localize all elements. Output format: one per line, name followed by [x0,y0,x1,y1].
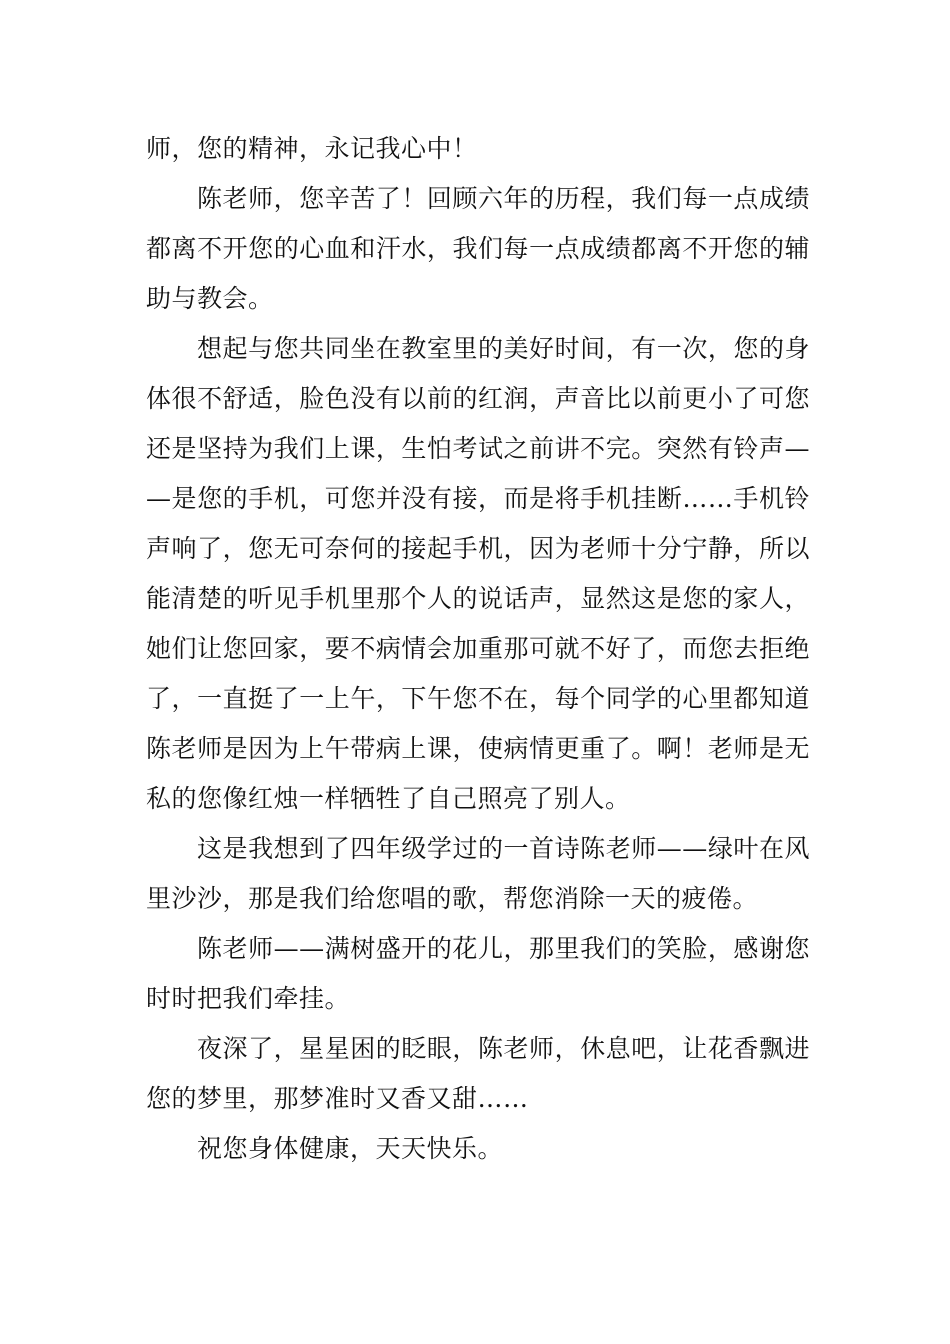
paragraph-wishes: 祝您身体健康，天天快乐。 [197,1134,504,1163]
paragraph-night: 夜深了，星星困的眨眼，陈老师，休息吧，让花香飘进您的梦里，那梦准时又香又甜…… [146,1034,810,1113]
letter-body [146,124,810,1174]
paragraph-poem-flowers: 陈老师——满树盛开的花儿，那里我们的笑脸，感谢您时时把我们牵挂。 [146,934,810,1013]
paragraph-poem-leaves: 这是我想到了四年级学过的一首诗陈老师——绿叶在风里沙沙，那是我们给您唱的歌，帮您消除一天的疲倦。 [146,834,810,913]
paragraph-memory: 想起与您共同坐在教室里的美好时间，有一次，您的身体很不舒适，脸色没有以前的红润，声音比以前更小了可您还是坚持为我们上课，生怕考试之前讲不完。突然有铃声——是您的手机，可您并没有接，而是将手机挂断……手机铃声响了，您无可奈何的接起手机，因为老师十分宁静，所以能清楚的听见手机里那个人的说话声，显然这是您的家人，她们让您回家，要不病情会加重那可就不好了，而您去拒绝了，一直挺了一上午，下午您不在，每个同学的心里都知道陈老师是因为上午带病上课，使病情更重了。啊！老师是无私的您像红烛一样牺牲了自己照亮了别人。 [146,334,810,813]
paragraph-closing-fragment: 师，您的精神，永记我心中！ [146,134,478,163]
paragraph-gratitude: 陈老师，您辛苦了！回顾六年的历程，我们每一点成绩都离不开您的心血和汗水，我们每一点成绩都离不开您的辅助与教会。 [146,184,810,313]
